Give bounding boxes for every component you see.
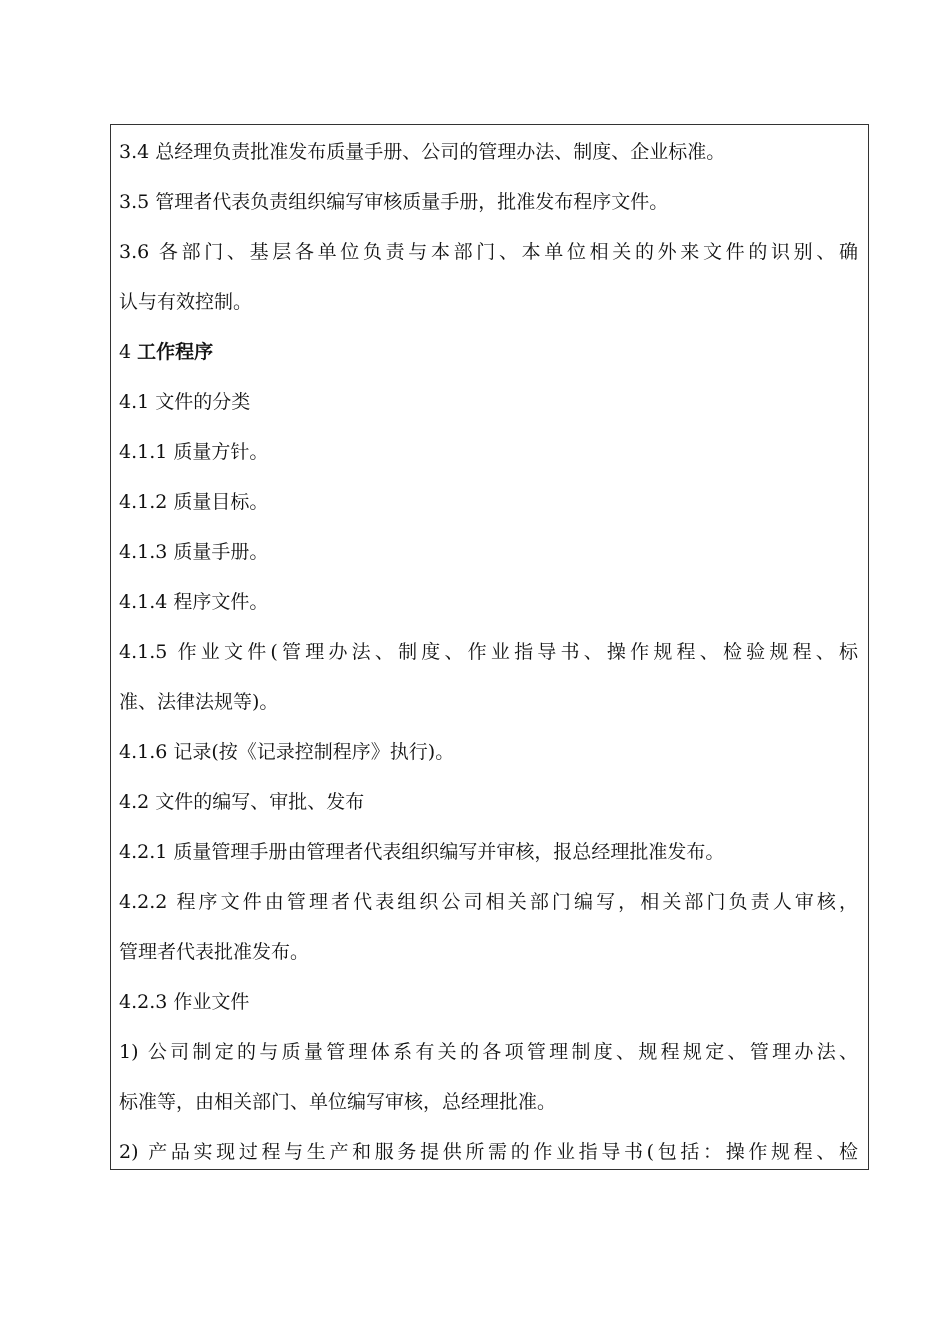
clause-4-2-2-line-1: 4.2.2 程序文件由管理者代表组织公司相关部门编写，相关部门负责人审核， [119, 891, 858, 913]
clause-4-2-3: 4.2.3 作业文件 [119, 991, 250, 1013]
section-4-number: 4 [119, 341, 132, 363]
document-content-frame [110, 124, 869, 1170]
clause-4-1-4: 4.1.4 程序文件。 [119, 591, 269, 613]
section-4-heading [119, 327, 858, 377]
clause-3-6-line-1: 3.6 各部门、基层各单位负责与本部门、本单位相关的外来文件的识别、确 [119, 241, 858, 263]
item-1-line-2: 标准等，由相关部门、单位编写审核，总经理批准。 [119, 1091, 557, 1113]
clause-4-2: 4.2 文件的编写、审批、发布 [119, 791, 365, 813]
clause-4-1-1: 4.1.1 质量方针。 [119, 441, 269, 463]
clause-3-6-line-2: 认与有效控制。 [119, 291, 253, 313]
clause-3-5: 3.5 管理者代表负责组织编写审核质量手册，批准发布程序文件。 [119, 191, 669, 213]
clause-4-2-1: 4.2.1 质量管理手册由管理者代表组织编写并审核，报总经理批准发布。 [119, 841, 725, 863]
clause-4-1-6: 4.1.6 记录(按《记录控制程序》执行)。 [119, 741, 455, 763]
section-4-title: 工作程序 [137, 341, 214, 363]
item-2-line-1: 2) 产品实现过程与生产和服务提供所需的作业指导书(包括：操作规程、检 [119, 1141, 858, 1163]
clause-4-1: 4.1 文件的分类 [119, 391, 251, 413]
clause-4-1-5-line-2: 准、法律法规等)。 [119, 691, 279, 713]
clause-4-1-3: 4.1.3 质量手册。 [119, 541, 269, 563]
item-1-line-1: 1) 公司制定的与质量管理体系有关的各项管理制度、规程规定、管理办法、 [119, 1041, 858, 1063]
clause-4-1-2: 4.1.2 质量目标。 [119, 491, 269, 513]
clause-4-1-5-line-1: 4.1.5 作业文件(管理办法、制度、作业指导书、操作规程、检验规程、标 [119, 641, 858, 663]
clause-3-4: 3.4 总经理负责批准发布质量手册、公司的管理办法、制度、企业标准。 [119, 141, 726, 163]
clause-4-2-2-line-2: 管理者代表批准发布。 [119, 941, 310, 963]
